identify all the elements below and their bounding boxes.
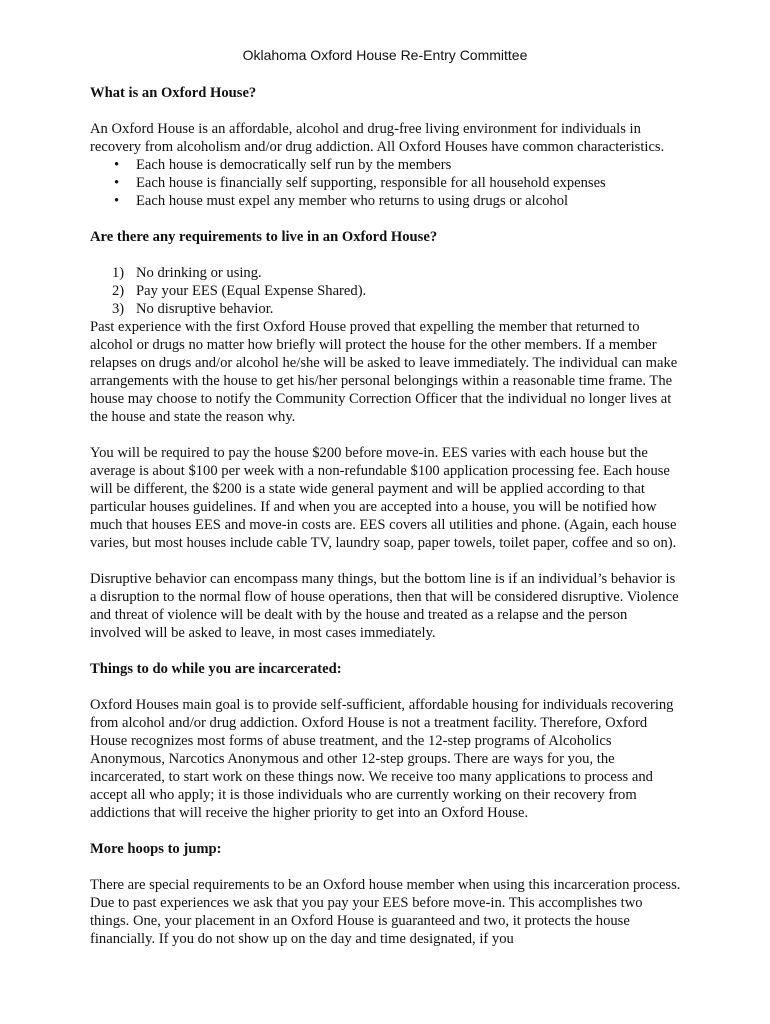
heading-while-incarcerated: Things to do while you are incarcerated: [90, 661, 342, 677]
list-item-text: Each house is financially self supporting, responsible for all household expenses [136, 175, 606, 191]
intro-paragraph: An Oxford House is an affordable, alcohol and drug-free living environment for individuals in recovery from alcoholism and/or drug addiction. All Oxford Houses have common characteristics. [90, 121, 665, 155]
heading-more-hoops: More hoops to jump: [90, 841, 222, 857]
list-item-text: Pay your EES (Equal Expense Shared). [136, 283, 367, 299]
heading-requirements: Are there any requirements to live in an Oxford House? [90, 229, 438, 245]
list-number: 1) [112, 265, 125, 281]
bullet-icon: • [114, 193, 120, 209]
list-item [90, 192, 682, 210]
paragraph-disruptive-behavior: Disruptive behavior can encompass many things, but the bottom line is if an individual’s behavior is a disruption to the normal flow of house operations, then that will be considered disruptive. Violence and threat of violence will be dealt with by the house and treated as a relapse and the person involved will be asked to leave, in most cases immediately. [90, 571, 679, 641]
paragraph-main-goal: Oxford Houses main goal is to provide self-sufficient, affordable housing for individuals recovering from alcohol and/or drug addiction. Oxford House is not a treatment facility. Therefore, Oxford House recognizes most forms of abuse treatment, and the 12-step programs of Alcoholics Anonymous, Narcotics Anonymous and other 12-step groups. There are ways for you, the incarcerated, to start work on these things now. We receive too many applications to process and accept all who apply; it is those individuals who are currently working on their recovery from addictions that will receive the higher priority to get into an Oxford House. [90, 697, 674, 821]
list-item [90, 156, 682, 174]
bullet-icon: • [114, 157, 120, 173]
list-item [90, 264, 682, 282]
document-body [90, 84, 682, 966]
requirements-list [90, 264, 682, 318]
list-number: 3) [112, 301, 125, 317]
list-number: 2) [112, 283, 125, 299]
list-item [90, 282, 682, 300]
bullet-icon: • [114, 175, 120, 191]
list-item-text: Each house is democratically self run by the members [136, 157, 452, 173]
list-item-text: Each house must expel any member who returns to using drugs or alcohol [136, 193, 569, 209]
page-header: Oklahoma Oxford House Re-Entry Committee [242, 47, 528, 63]
characteristics-list [90, 156, 682, 210]
list-item-text: No drinking or using. [136, 265, 262, 281]
paragraph-payment: You will be required to pay the house $200 before move-in. EES varies with each house but the average is about $100 per week with a non-refundable $100 application processing fee. Each house will be different, the $200 is a state wide general payment and will be applied according to that particular houses guidelines. If and when you are accepted into a house, you will be notified how much that houses EES and move-in costs are. EES covers all utilities and phone. (Again, each house varies, but most houses include cable TV, laundry soap, paper towels, toilet paper, coffee and so on). [90, 445, 677, 551]
list-item [90, 300, 682, 318]
list-item [90, 174, 682, 192]
paragraph-past-experience: Past experience with the first Oxford House proved that expelling the member that returned to alcohol or drugs no matter how briefly will protect the house for the other members. If a member relapses on drugs and/or alcohol he/she will be asked to leave immediately. The individual can make arrangements with the house to get his/her personal belongings within a reasonable time frame. The house may choose to notify the Community Correction Officer that the individual no longer lives at the house and state the reason why. [90, 319, 678, 425]
paragraph-special-requirements: There are special requirements to be an Oxford house member when using this incarceration process. Due to past experiences we ask that you pay your EES before move-in. This accomplishes two things. One, your placement in an Oxford House is guaranteed and two, it protects the house financially. If you do not show up on the day and time designated, if you [90, 877, 681, 947]
list-item-text: No disruptive behavior. [136, 301, 274, 317]
heading-what-is-oxford-house: What is an Oxford House? [90, 85, 257, 101]
